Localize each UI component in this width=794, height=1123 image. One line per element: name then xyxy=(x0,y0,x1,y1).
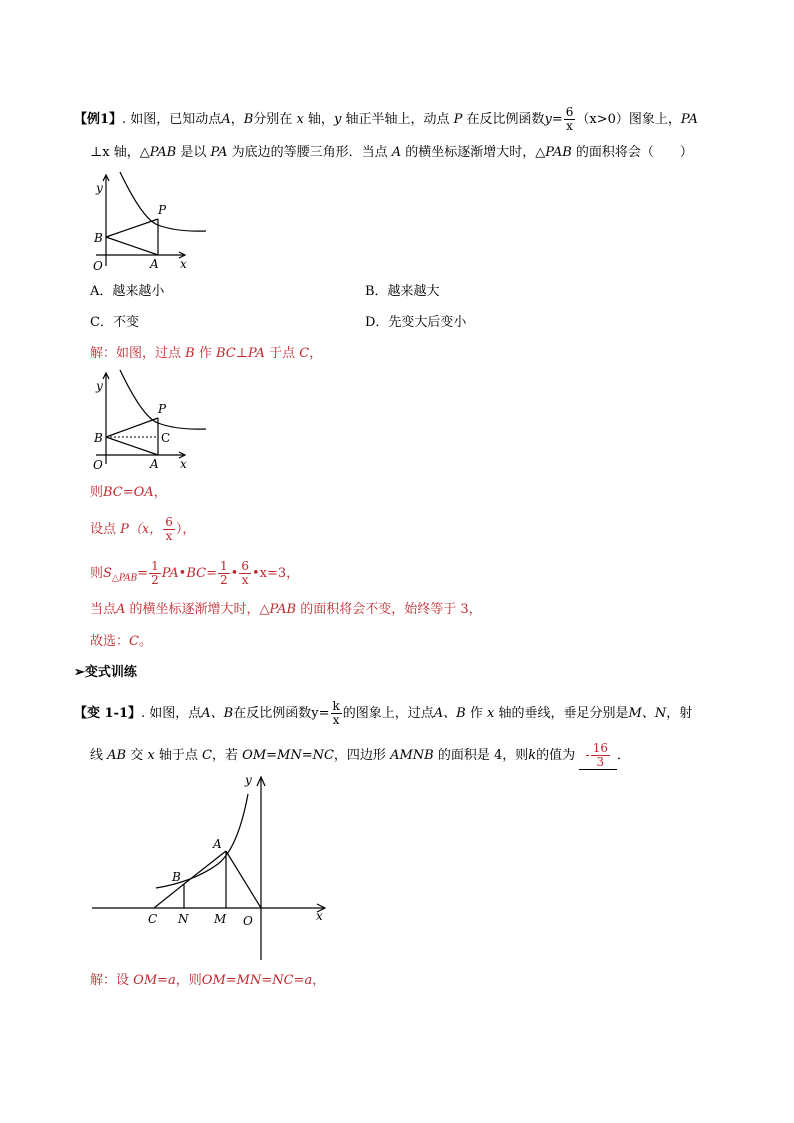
svg-text:M: M xyxy=(214,912,227,926)
solution1-line3: 设点 P（x， $\frac{6}{x}$ ）， xyxy=(90,515,196,543)
svg-text:y: y xyxy=(96,181,103,195)
variant1-line2: 线 AB 交 x 轴于点 C，若 OM=MN=NC，四边形 AMNB 的面积是 4，则k的值为 - $\frac{16}{3}$ ． xyxy=(90,741,631,769)
solution2-line1: 解：设 OM=a，则OM=MN=NC=a， xyxy=(90,973,326,988)
svg-text:O: O xyxy=(243,914,253,928)
svg-text:P: P xyxy=(158,203,167,217)
variant-tag: 【变 1-1】 xyxy=(74,706,142,721)
svg-text:B: B xyxy=(94,231,103,245)
choice-d[interactable]: D．先变大后变小 xyxy=(365,315,467,330)
svg-text:x: x xyxy=(316,909,323,923)
example-tag: 【例1】 xyxy=(74,112,123,127)
answer-blank: - $\frac{16}{3}$ xyxy=(579,742,617,770)
choice-b[interactable]: B．越来越大 xyxy=(365,284,440,299)
svg-text:O: O xyxy=(93,259,103,273)
arrow-icon: ➢ xyxy=(74,665,85,680)
choice-c[interactable]: C．不变 xyxy=(90,315,139,330)
solution1-line5: 当点A 的横坐标逐渐增大时，△PAB 的面积将会不变，始终等于 3， xyxy=(90,602,482,617)
svg-text:N: N xyxy=(178,912,189,926)
svg-text:O: O xyxy=(93,458,103,472)
solution1-line1: 解：如图，过点 B 作 BC⊥PA 于点 C， xyxy=(90,346,323,361)
svg-text:B: B xyxy=(172,870,181,884)
example1-line1: 【例1】. 如图，已知动点A，B分别在 x 轴，y 轴正半轴上，动点 P 在反比例函数y= $\frac{6}{x}$ （x>0）图象上，PA xyxy=(74,105,698,133)
solution1-line6: 故选：C。 xyxy=(90,634,152,649)
svg-text:A: A xyxy=(213,837,222,851)
hyperbola-curve xyxy=(120,172,206,231)
variant1-line1: 【变 1-1】. 如图，点A、B在反比例函数y= $\frac{k}{x}$ 的图象上，过点A、B 作 x 轴的垂线，垂足分别是M、N，射 xyxy=(74,699,693,727)
solution1-figure xyxy=(88,368,218,478)
example1-line2: ⊥x 轴，△PAB 是以 PA 为底边的等腰三角形．当点 A 的横坐标逐渐增大时，△PAB 的面积将会（ ） xyxy=(90,145,693,160)
svg-text:C: C xyxy=(161,431,171,445)
section-title: ➢变式训练 xyxy=(74,665,137,680)
svg-text:C: C xyxy=(148,912,158,926)
hyperbola-curve xyxy=(156,794,248,888)
solution1-line2: 则BC=OA， xyxy=(90,485,167,500)
svg-text:y: y xyxy=(96,379,103,393)
svg-text:A: A xyxy=(150,257,159,271)
fraction-6-over-x: $\frac{6}{x}$ xyxy=(565,105,574,133)
svg-text:A: A xyxy=(150,457,159,471)
svg-text:y: y xyxy=(245,773,252,787)
variant1-figure xyxy=(88,770,338,965)
solution1-line4: 则$S_{\triangle PAB}=$ $\frac{1}{2}$ PA•BC= $\frac{1}{2}$ • $\frac{6}{x}$ •x=3， xyxy=(90,559,300,587)
svg-text:P: P xyxy=(158,402,167,416)
svg-text:x: x xyxy=(180,257,187,271)
example1-figure xyxy=(88,170,218,280)
choice-a[interactable]: A．越来越小 xyxy=(90,284,165,299)
svg-text:x: x xyxy=(180,457,187,471)
svg-text:B: B xyxy=(94,431,103,445)
